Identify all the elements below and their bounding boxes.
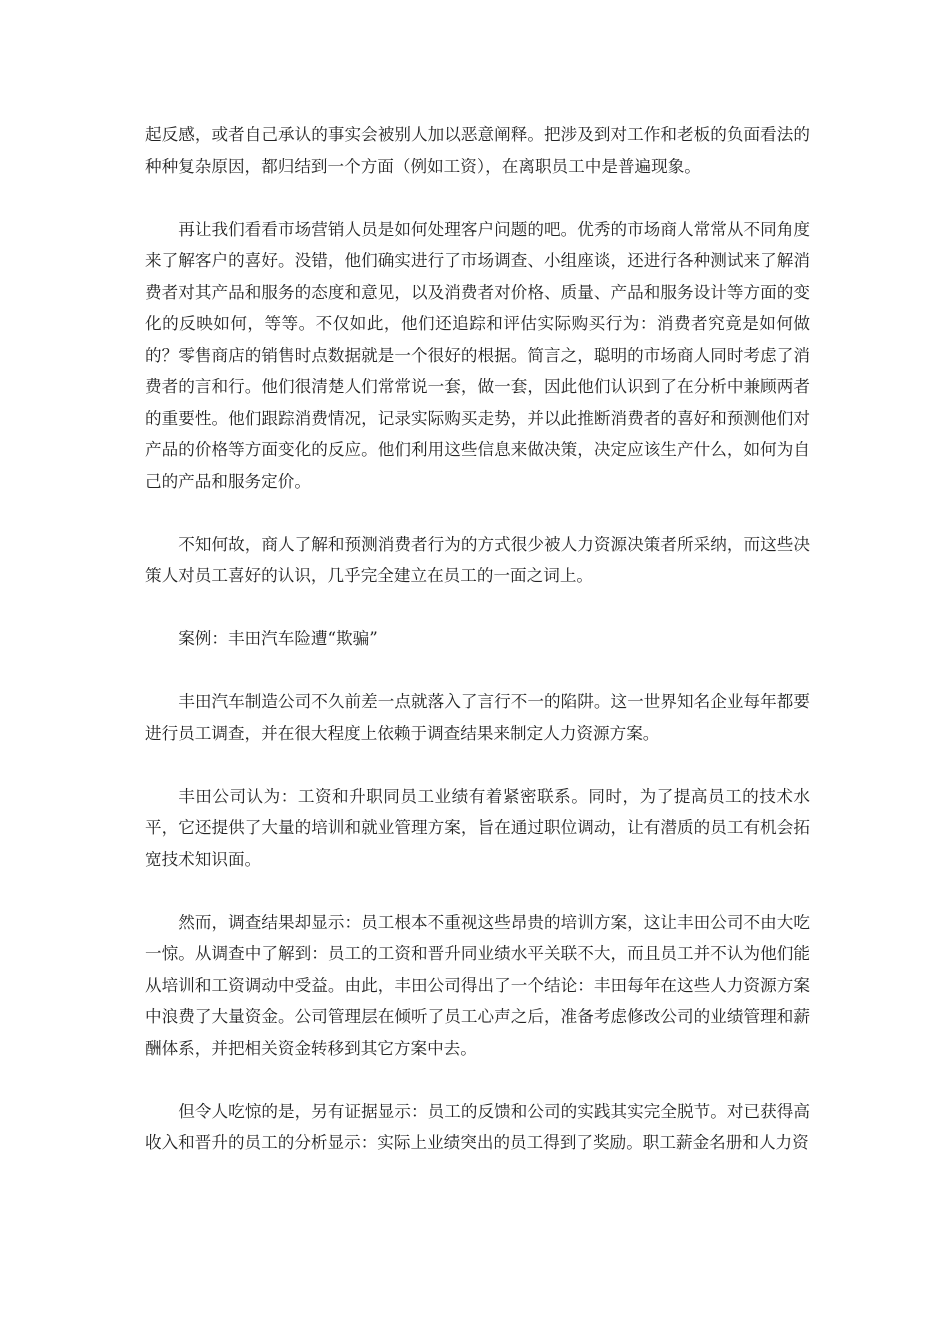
- case-heading: 案例：丰田汽车险遭“欺骗”: [178, 629, 378, 648]
- document-body: [145, 119, 810, 1190]
- paragraph-marketing: 再让我们看看市场营销人员是如何处理客户问题的吧。优秀的市场商人常常从不同角度来了解客户的喜好。没错，他们确实进行了市场调查、小组座谈，还进行各种测试来了解消费者对其产品和服务的态度和意见，以及消费者对价格、质量、产品和服务设计等方面的变化的反映如何，等等。不仅如此，他们还追踪和评估实际购买行为：消费者究竟是如何做的？零售商店的销售时点数据就是一个很好的根据。简言之，聪明的市场商人同时考虑了消费者的言和行。他们很清楚人们常常说一套，做一套，因此他们认识到了在分析中兼顾两者的重要性。他们跟踪消费情况，记录实际购买走势，并以此推断消费者的喜好和预测他们对产品的价格等方面变化的反应。他们利用这些信息来做决策，决定应该生产什么，如何为自己的产品和服务定价。: [145, 219, 810, 491]
- paragraph-toyota-intro: 丰田汽车制造公司不久前差一点就落入了言行不一的陷阱。这一世界知名企业每年都要进行员工调查，并在很大程度上依赖于调查结果来制定人力资源方案。: [145, 692, 810, 743]
- paragraph-evidence: 但令人吃惊的是，另有证据显示：员工的反馈和公司的实践其实完全脱节。对已获得高收入和晋升的员工的分析显示：实际上业绩突出的员工得到了奖励。职工薪金名册和人力资: [145, 1101, 810, 1152]
- paragraph-survey-result: 然而，调查结果却显示：员工根本不重视这些昂贵的培训方案，这让丰田公司不由大吃一惊。从调查中了解到：员工的工资和晋升同业绩水平关联不大，而且员工并不认为他们能从培训和工资调动中受益。由此，丰田公司得出了一个结论：丰田每年在这些人力资源方案中浪费了大量资金。公司管理层在倾听了员工心声之后，准备考虑修改公司的业绩管理和薪酬体系，并把相关资金转移到其它方案中去。: [145, 912, 810, 1058]
- paragraph-continuation: 起反感，或者自己承认的事实会被别人加以恶意阐释。把涉及到对工作和老板的负面看法的种种复杂原因，都归结到一个方面（例如工资），在离职员工中是普遍现象。: [145, 125, 810, 176]
- paragraph-toyota-belief: 丰田公司认为：工资和升职同员工业绩有着紧密联系。同时，为了提高员工的技术水平，它还提供了大量的培训和就业管理方案，旨在通过职位调动，让有潜质的员工有机会拓宽技术知识面。: [145, 786, 810, 869]
- paragraph-hr-decision: 不知何故，商人了解和预测消费者行为的方式很少被人力资源决策者所采纳，而这些决策人对员工喜好的认识，几乎完全建立在员工的一面之词上。: [145, 534, 810, 585]
